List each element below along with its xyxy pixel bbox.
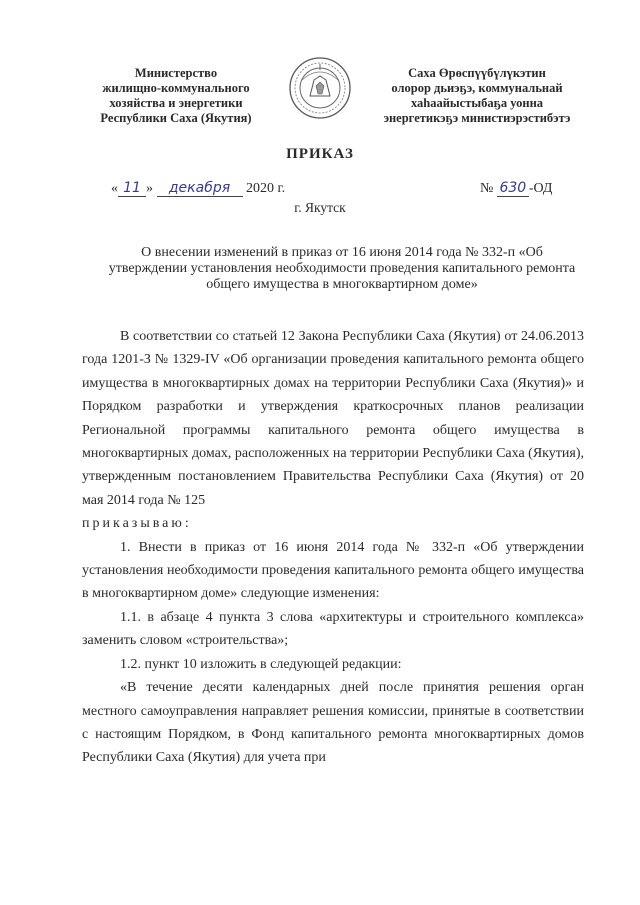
number-suffix: -ОД (528, 181, 553, 196)
ministry-line: Министерство (134, 66, 218, 80)
ministry-line: жилищно-коммунального (102, 81, 250, 95)
order-body (82, 325, 584, 770)
clause-1: 1. Внести в приказ от 16 июня 2014 года № 332-п «Об утверждении установления необходимости проведения капитального ремонта общего имущества в многоквартирном доме» следующие изменения: (82, 539, 584, 602)
date-day: 11 (118, 180, 146, 197)
number-prefix: № (480, 181, 494, 196)
ministry-line: Республики Саха (Якутия) (100, 111, 252, 125)
sakha-republic-emblem-icon (288, 56, 352, 120)
ministry-line: Саха Өрөспүүбүлүкэтин (408, 66, 546, 80)
date-close-quote: » (146, 181, 153, 196)
clause-1-2: 1.2. пункт 10 изложить в следующей редакции: (120, 656, 402, 672)
preamble-paragraph: В соответствии со статьей 12 Закона Республики Саха (Якутия) от 24.06.2013 года 1201-З № 1329-IV «Об организации проведения капитального ремонта общего имущества в многоквартирных домах на территории Республики Саха (Якутия)» и Порядком разработки и утверждения краткосрочных планов реализации Региональной программы капитального ремонта общего имущества в многоквартирных домах, расположенных на территории Республики Саха (Якутия), утвержденным постановлением Правительства Республики Саха (Якутия) от 20 мая 2014 года № 125 (82, 329, 584, 508)
order-number (480, 180, 552, 197)
ministry-line: энергетикэҕэ министиэрэстибэтэ (383, 111, 571, 125)
ministry-name-russian (78, 66, 274, 126)
document-title: ПРИКАЗ (286, 146, 354, 162)
ministry-line: хозяйства и энергетики (109, 96, 243, 110)
ministry-line: олорор дьиэҕэ, коммунальнай (391, 81, 563, 95)
date-open-quote: « (111, 181, 118, 196)
ministry-line: хаһаайыстыбаҕа уонна (410, 96, 544, 110)
date-year: 2020 г. (246, 181, 286, 196)
clause-1-2-text: «В течение десяти календарных дней после принятия решения орган местного самоуправления направляет решения комиссии, принятые в соответствии с настоящим Порядком, в Фонд капитального ремонта многоквартирных домов Республики Саха (Якутия) для учета при (82, 680, 584, 766)
order-date (111, 180, 311, 202)
city: г. Якутск (294, 200, 346, 215)
order-word: приказываю: (82, 516, 192, 532)
date-month: декабря (157, 180, 243, 197)
ministry-name-sakha (362, 66, 592, 126)
number-value: 630 (497, 180, 529, 197)
order-subject: О внесении изменений в приказ от 16 июня 2014 года № 332-п «Об утверждении установления необходимости проведения капитального ремонта общего имущества в многоквартирном доме» (108, 245, 576, 292)
clause-1-1: 1.1. в абзаце 4 пункта 3 слова «архитектуры и строительного комплекса» заменить словом «строительства»; (82, 609, 584, 649)
